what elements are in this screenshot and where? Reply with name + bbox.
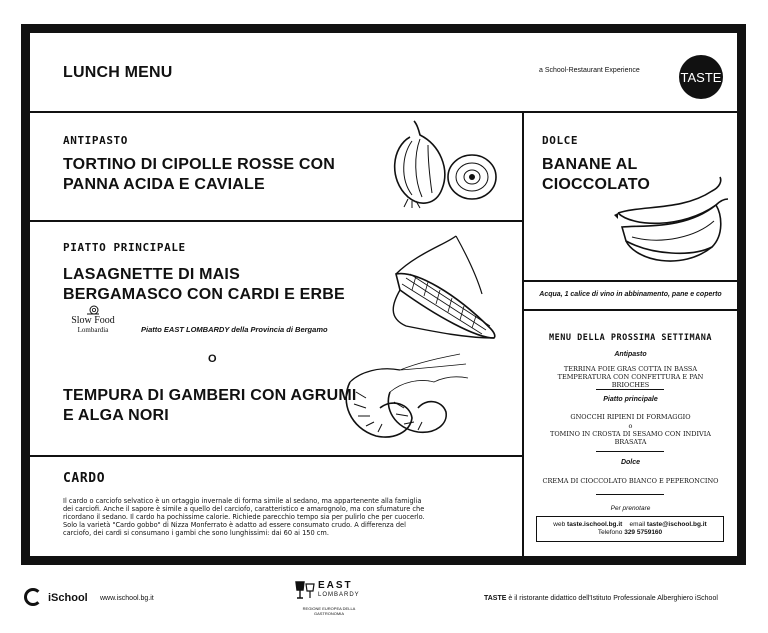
page-title: LUNCH MENU [63,64,173,81]
cardo-label: CARDO [63,471,106,486]
shrimp-icon [330,352,470,447]
onion-icon [380,119,500,209]
phone-value: 329 5759160 [624,529,663,536]
east-fine-text: REGIONE EUROPEA DELLA GASTRONOMIA [302,606,356,616]
east-note: Piatto EAST LOMBARDY della Provincia di Bergamo [141,325,328,334]
tagline: a School-Restaurant Experience [539,67,640,74]
divider [596,451,664,452]
wine-glass-icon [294,580,316,602]
taste-logo: TASTE [679,55,723,99]
next-week-panel [524,311,737,556]
next-antipasto-dish: TERRINA FOIE GRAS COTTA IN BASSA TEMPERATURA CON CONFETTURA E PAN BRIOCHES [557,365,704,389]
footer-taste-bold: TASTE [484,595,507,602]
next-dolce-dish: CREMA DI CIOCCOLATO BIANCO E PEPERONCINO [542,477,719,485]
next-dolce-label: Dolce [620,459,641,466]
footer-taste-text: è il ristorante didattico dell'Istituto Professionale Alberghiero iSchool [508,595,718,602]
next-week-title: MENU DELLA PROSSIMA SETTIMANA [549,333,712,343]
next-principale-dish-1: GNOCCHI RIPIENI DI FORMAGGIO [570,413,691,421]
web-label: web [553,521,566,528]
or-separator: O [208,353,217,365]
east-logo-text: EAST [318,580,353,591]
ischool-url[interactable]: www.ischool.bg.it [100,595,154,602]
drinks-note: Acqua, 1 calice di vino in abbinamento, pane e coperto [539,291,722,298]
email-link[interactable]: taste@ischool.bg.it [646,521,707,528]
antipasto-dish: TORTINO DI CIPOLLE ROSSE CON PANNA ACIDA E CAVIALE [63,156,335,193]
email-label: email [629,521,646,528]
snail-icon [86,305,100,315]
principale-label: PIATTO PRINCIPALE [63,241,186,254]
dolce-panel [524,113,737,280]
east-sub-text: LOMBARDY [318,592,360,598]
cardo-text: Il cardo o carciofo selvatico è un ortaggio invernale di forma simile al sedano, ma appartenente alla famiglia dei carciofi. Anche il sapore è simile a quello del carciofo, caratteristico e amarognolo, ma con sfumature che ricordano il sedano. Il cardo ha pochissime calorie. Richiede parecchio tempo sia per pulirlo che per cuocerlo. Solo la varietà "Cardo gobbo" di Nizza Monferrato è adatto ad essere consumato crudo. A differenza del carciofo, dei cardi si consumano i gambi che sono lunghissimi: dai 60 ai 150 cm. [63,497,425,537]
principale-dish-2: TEMPURA DI GAMBERI CON AGRUMI E ALGA NORI [63,387,357,424]
divider [596,494,664,495]
antipasto-panel [30,113,522,220]
phone-label: Telefono [597,529,623,536]
next-antipasto-label: Antipasto [614,351,647,358]
divider [596,389,664,390]
next-principale-or: o [628,422,633,430]
ischool-logo-icon [24,588,42,606]
slow-food-region: Lombardia [77,326,109,334]
slow-food-name: Slow Food [71,315,115,326]
drinks-panel [524,282,737,309]
next-principale-label: Piatto principale [603,396,658,403]
banana-icon [612,175,730,275]
antipasto-label: ANTIPASTO [63,134,129,147]
principale-panel [30,222,522,455]
ischool-name: iSchool [48,592,88,604]
principale-dish-1: LASAGNETTE DI MAIS BERGAMASCO CON CARDI E ERBE [63,266,345,303]
slow-food-logo [58,305,128,334]
next-principale-dish-2: TOMINO IN CROSTA DI SESAMO CON INDIVIA BRASATA [550,430,711,446]
dolce-label: DOLCE [542,134,579,147]
corn-icon [386,234,506,344]
dolce-dish: BANANE AL CIOCCOLATO [542,156,651,193]
cardo-panel [30,457,522,556]
contact-box [536,516,724,542]
header-panel [30,33,737,111]
prenotare-label: Per prenotare [610,505,651,512]
menu-frame [21,24,746,565]
east-lombardy-logo [294,578,364,622]
footer-taste-note [484,595,718,602]
footer [0,574,768,633]
web-link[interactable]: taste.ischool.bg.it [567,521,623,528]
